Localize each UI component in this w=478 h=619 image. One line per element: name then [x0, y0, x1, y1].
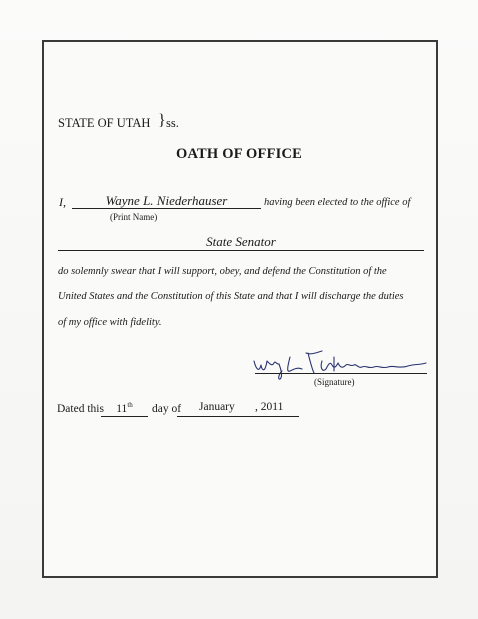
handwritten-signature — [250, 347, 430, 381]
signature-caption: (Signature) — [314, 377, 355, 387]
state-header: STATE OF UTAH — [58, 116, 151, 130]
day-suffix: th — [127, 401, 133, 409]
day-of-label: day of — [152, 403, 182, 415]
month-value: January — [199, 401, 235, 413]
elected-text: having been elected to the office of — [264, 197, 411, 208]
year-value: , 2011 — [255, 401, 284, 413]
oath-body-line-1: do solemnly swear that I will support, obey, and defend the Constitution of the — [58, 266, 387, 277]
oath-body-line-3: of my office with fidelity. — [58, 317, 162, 328]
day-number: 11 — [116, 402, 128, 415]
print-name-caption: (Print Name) — [110, 212, 158, 222]
print-name-value: Wayne L. Niederhauser — [105, 193, 228, 208]
oath-prefix: I, — [59, 195, 66, 209]
dated-prefix: Dated this — [57, 403, 104, 415]
office-value: State Senator — [206, 234, 276, 249]
oath-body-line-2: United States and the Constitution of this State and that I will discharge the duties — [58, 291, 404, 302]
ss-label: ss. — [166, 116, 179, 130]
signature-underline — [255, 373, 427, 374]
day-value — [101, 401, 148, 415]
document-title: OATH OF OFFICE — [175, 146, 303, 162]
state-brace: } — [158, 112, 166, 129]
